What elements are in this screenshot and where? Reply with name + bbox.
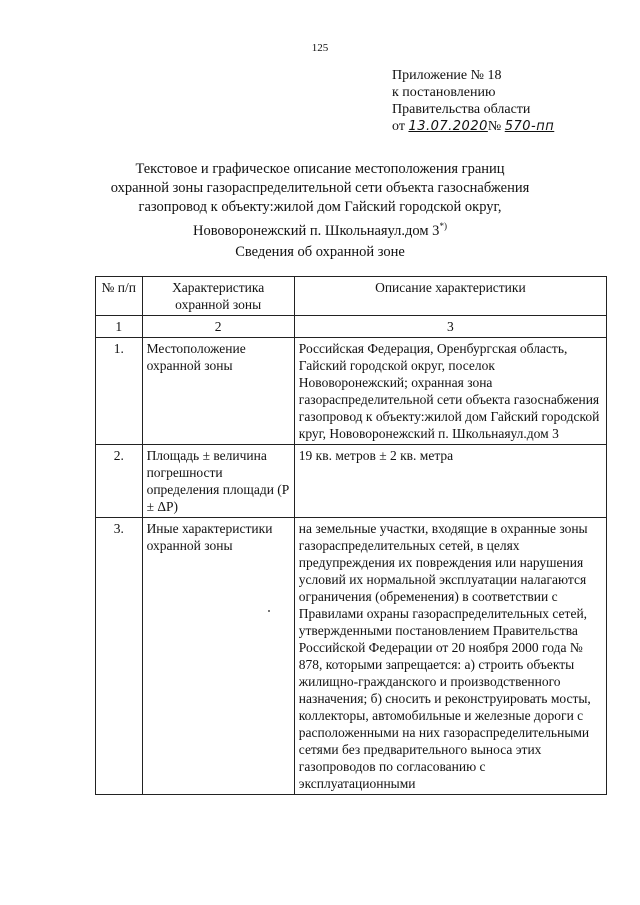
handwritten-date: 13.07.2020 — [408, 119, 488, 134]
header-characteristic: Характеристика охранной зоны — [142, 277, 294, 316]
table-row — [96, 338, 607, 445]
row-characteristic: Площадь ± величина погрешности определения площади (P ± ΔP) — [142, 445, 294, 518]
row-description: на земельные участки, входящие в охранные зоны газораспределительных сетей, в целях предупреждения их повреждения или нарушения условий их нормальной эксплуатации налагаются ограничения (обременения) в соответствии с Правилами охраны газораспределительных сетей, утвержденными постановлением Правительства Российской Федерации от 20 ноября 2000 года № 878, которыми запрещается: а) строить объекты жилищно-гражданского и производственного назначения; б) сносить и реконструировать мосты, коллекторы, автомобильные и железные дороги с расположенными на них газораспределительными сетями без предварительного выноса этих газопроводов по согласованию с эксплуатационными — [294, 518, 606, 795]
table-header-row — [96, 277, 607, 316]
column-number-2: 2 — [142, 316, 294, 338]
document-title — [0, 160, 640, 241]
title-line-1: Текстовое и графическое описание местоположения границ — [135, 161, 505, 177]
appendix-line-1: Приложение № 18 — [392, 68, 502, 83]
zone-info-table — [95, 276, 607, 795]
table-row — [96, 445, 607, 518]
row-num: 1. — [96, 338, 143, 445]
appendix-block — [392, 67, 554, 135]
appendix-line-2: к постановлению — [392, 85, 496, 100]
scan-speck — [268, 610, 270, 612]
title-line-4 — [0, 217, 640, 241]
row-characteristic: Иные характеристики охранной зоны — [142, 518, 294, 795]
column-number-3: 3 — [294, 316, 606, 338]
footnote-mark: *) — [439, 221, 447, 231]
appendix-line-3: Правительства области — [392, 102, 531, 117]
title-line-4-text: Нововоронежский п. Школьнаяул.дом 3 — [193, 222, 440, 239]
row-num: 3. — [96, 518, 143, 795]
row-description: 19 кв. метров ± 2 кв. метра — [294, 445, 606, 518]
header-description: Описание характеристики — [294, 277, 606, 316]
from-label: от — [392, 119, 405, 134]
appendix-date-line — [392, 118, 554, 135]
row-description: Российская Федерация, Оренбургская область, Гайский городской округ, поселок Нововоронежский; охранная зона газораспределительной сети объекта газоснабжения газопровод к объекту:жилой дом Гайский городской круг, Нововоронежский п. Школьнаяул.дом 3 — [294, 338, 606, 445]
table-row — [96, 518, 607, 795]
row-num: 2. — [96, 445, 143, 518]
title-line-2: охранной зоны газораспределительной сети объекта газоснабжения — [110, 180, 530, 196]
title-line-3: газопровод к объекту:жилой дом Гайский городской округ, — [138, 199, 502, 215]
column-number-1: 1 — [96, 316, 143, 338]
column-number-row — [96, 316, 607, 338]
page-number: 125 — [311, 42, 329, 54]
number-label: № — [487, 119, 502, 134]
section-subtitle: Сведения об охранной зоне — [235, 244, 405, 260]
row-characteristic: Местоположение охранной зоны — [142, 338, 294, 445]
handwritten-number: 570-пп — [504, 119, 555, 134]
header-num: № п/п — [96, 277, 143, 316]
